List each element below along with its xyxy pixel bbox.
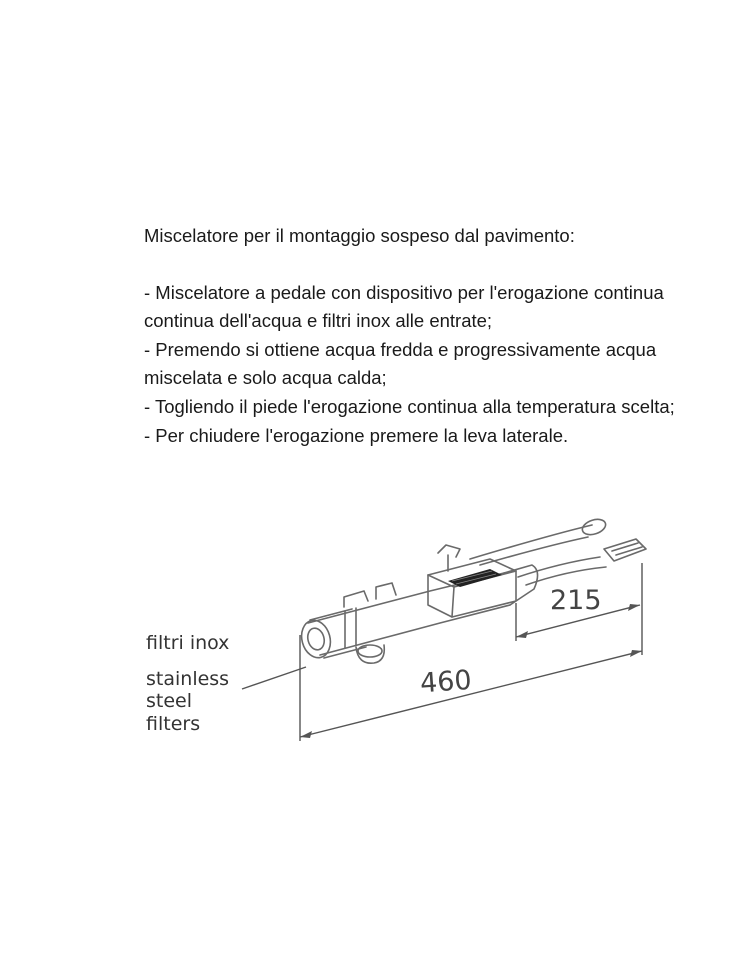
filter-label-en-1: stainless [146, 668, 230, 690]
top-fitting [438, 545, 460, 557]
filter-label-en-3: filters [146, 713, 201, 735]
mixer-technical-drawing [130, 505, 670, 765]
boss-left [344, 591, 368, 607]
mixer-drawing [130, 505, 670, 765]
label-leader [242, 667, 306, 689]
pedal-arm-top [470, 525, 592, 559]
inlet-fitting [298, 617, 335, 661]
bullet-item: - Per chiudere l'erogazione premere la leva laterale. [144, 424, 569, 446]
bullet-item: - Miscelatore a pedale con dispositivo per l'erogazione continua continua dell'acqua e filtri inox alle entrate; [144, 281, 664, 332]
filter-label-en-2: steel [146, 690, 193, 712]
filter-label-it: filtri inox [146, 632, 230, 654]
side-lever [518, 557, 600, 577]
intro-line: Miscelatore per il montaggio sospeso dal pavimento: [144, 225, 575, 246]
dim-total-label: 460 [419, 664, 473, 700]
pedal-plate [604, 539, 646, 561]
bullet-item: - Premendo si ottiene acqua fredda e progressivamente acqua miscelata e solo acqua calda; [144, 338, 657, 389]
dim-partial-label: 215 [550, 585, 602, 616]
description-text [144, 222, 704, 450]
bullet-item: - Togliendo il piede l'erogazione continua alla temperatura scelta; [144, 395, 675, 417]
cartridge-grid [448, 569, 502, 587]
